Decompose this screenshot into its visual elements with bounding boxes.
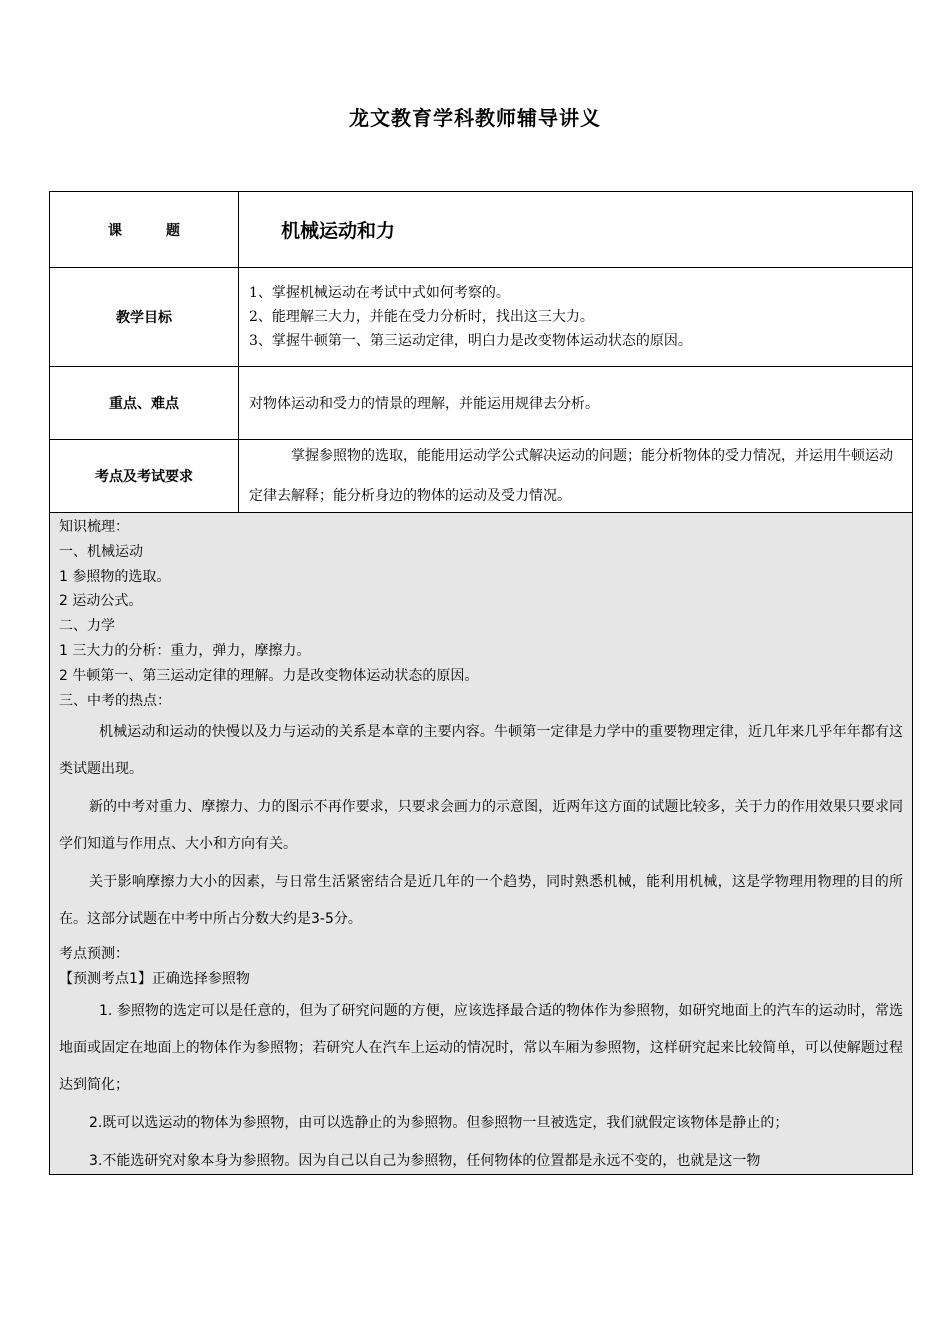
section-heading: 知识梳理： (59, 519, 129, 535)
list-item: 1 三大力的分析：重力，弹力，摩擦力。 (59, 642, 311, 659)
paragraph: 1. 参照物的选定可以是任意的，但为了研究问题的方便，应该选择最合适的物体作为参照物，如研究地面上的汽车的运动时，常选地面或固定在地面上的物体作为参照物；若研究人在汽车上运动的情况时，常以车厢为参照物，这样研究起来比较简单，可以使解题过程达到简化； (59, 1002, 903, 1093)
section-title: 二、力学 (59, 618, 115, 635)
paragraph: 2.既可以选运动的物体为参照物，由可以选静止的为参照物。但参照物一旦被选定，我们就假定该物体是静止的； (89, 1114, 789, 1131)
goal-item: 2、能理解三大力，并能在受力分析时，找出这三大力。 (249, 309, 594, 325)
knowledge-section (50, 513, 912, 1174)
paragraph: 3.不能选研究对象本身为参照物。因为自己以自己为参照物，任何物体的位置都是永远不变的，也就是这一物 (89, 1152, 761, 1169)
exam-value: 掌握参照物的选取，能能用运动学公式解决运动的问题；能分析物体的受力情况，并运用牛顿运动定律去解释；能分析身边的物体的运动及受力情况。 (249, 448, 893, 504)
list-item: 1 参照物的选取。 (59, 568, 171, 585)
section-title: 一、机械运动 (59, 543, 143, 560)
list-item: 2 运动公式。 (59, 593, 143, 610)
key-points-label: 重点、难点 (50, 367, 239, 439)
goals-label: 教学目标 (50, 268, 239, 366)
exam-row (50, 440, 912, 513)
paragraph: 机械运动和运动的快慢以及力与运动的关系是本章的主要内容。牛顿第一定律是力学中的重要物理定律，近几年来几乎年年都有这类试题出现。 (59, 724, 903, 778)
goals-list (239, 268, 912, 366)
goals-row (50, 268, 912, 367)
lesson-table (49, 191, 913, 1175)
key-points-row (50, 367, 912, 440)
exam-label: 考点及考试要求 (50, 440, 239, 512)
list-item: 2 牛顿第一、第三运动定律的理解。力是改变物体运动状态的原因。 (59, 667, 479, 684)
paragraph: 新的中考对重力、摩擦力、力的图示不再作要求，只要求会画力的示意图，近两年这方面的试题比较多，关于力的作用效果只要求同学们知道与作用点、大小和方向有关。 (59, 799, 903, 853)
paragraph: 关于影响摩擦力大小的因素，与日常生活紧密结合是近几年的一个趋势，同时熟悉机械，能利用机械，这是学物理用物理的目的所在。这部分试题在中考中所占分数大约是3-5分。 (59, 874, 903, 928)
goal-item: 1、掌握机械运动在考试中式如何考察的。 (249, 285, 510, 301)
predict-title: 【预测考点1】正确选择参照物 (59, 971, 250, 988)
document-title: 龙文教育学科教师辅导讲义 (349, 106, 601, 130)
key-points-value: 对物体运动和受力的情景的理解，并能运用规律去分析。 (249, 396, 599, 412)
section-title: 三、中考的热点： (59, 692, 171, 709)
topic-value: 机械运动和力 (281, 220, 396, 242)
goal-item: 3、掌握牛顿第一、第三运动定律，明白力是改变物体运动状态的原因。 (249, 333, 692, 349)
topic-label: 课 题 (50, 192, 239, 267)
topic-row (50, 192, 912, 268)
predict-heading: 考点预测： (59, 946, 129, 963)
